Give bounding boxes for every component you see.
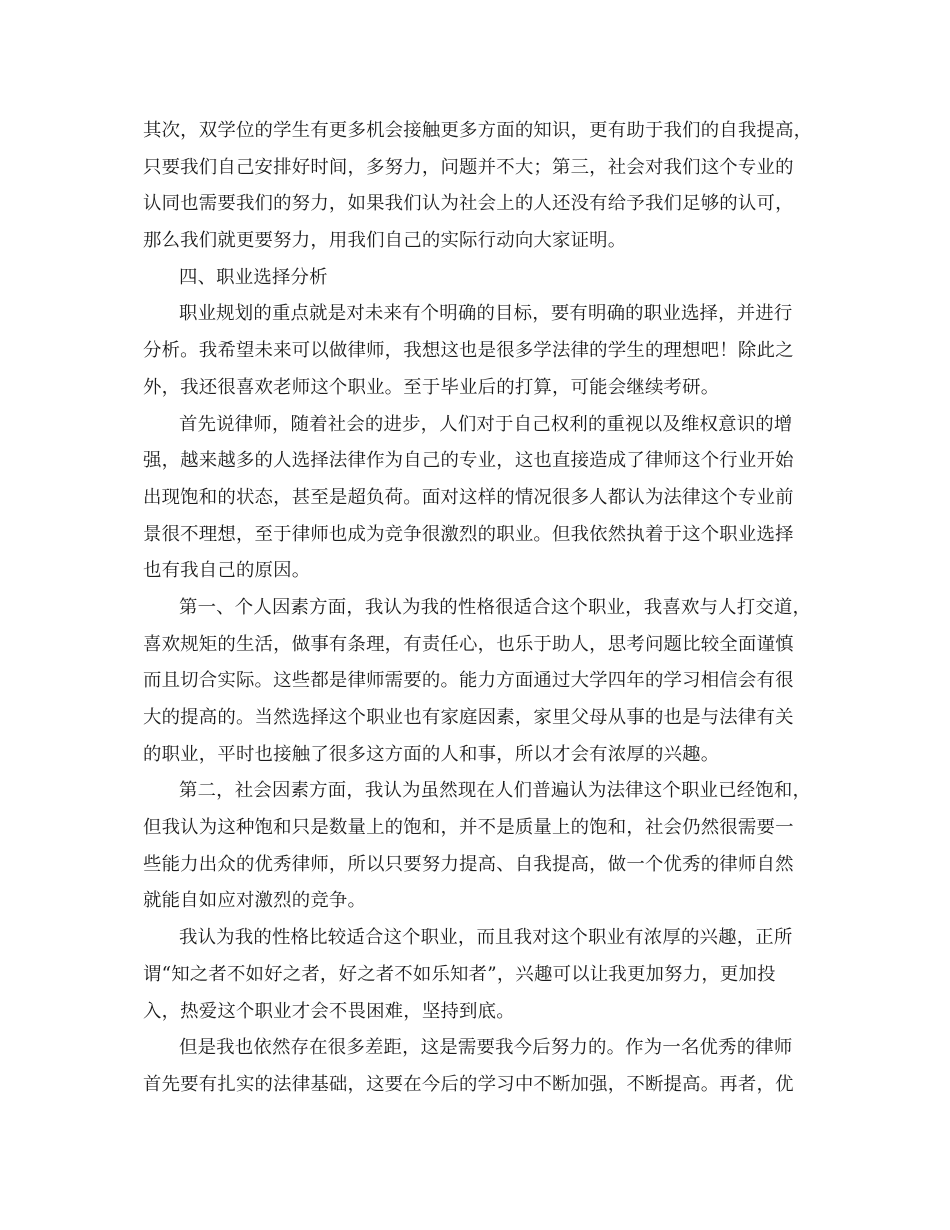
text-line: 谓“知之者不如好之者，好之者不如乐知者”，兴趣可以让我更加努力，更加投: [143, 963, 776, 985]
text-line: 的职业，平时也接触了很多这方面的人和事，所以才会有浓厚的兴趣。: [143, 743, 720, 765]
text-line: 我认为我的性格比较适合这个职业，而且我对这个职业有浓厚的兴趣，正所: [179, 927, 793, 949]
text-line: 第一、个人因素方面，我认为我的性格很适合这个职业，我喜欢与人打交道，: [179, 596, 812, 618]
text-line: 职业规划的重点就是对未来有个明确的目标，要有明确的职业选择，并进行: [179, 303, 793, 325]
text-line: 外，我还很喜欢老师这个职业。至于毕业后的打算，可能会继续考研。: [143, 376, 720, 398]
text-line: 也有我自己的原因。: [143, 560, 311, 582]
text-line: 首先要有扎实的法律基础，这要在今后的学习中不断加强，不断提高。再者，优: [143, 1073, 794, 1095]
text-line: 出现饱和的状态，甚至是超负荷。面对这样的情况很多人都认为法律这个专业前: [143, 486, 794, 508]
text-line: 但是我也依然存在很多差距，这是需要我今后努力的。作为一名优秀的律师: [179, 1037, 793, 1059]
section-heading: 四、职业选择分析: [179, 266, 328, 288]
text-line: 入，热爱这个职业才会不畏困难，坚持到底。: [143, 1000, 515, 1022]
text-line: 首先说律师，随着社会的进步，人们对于自己权利的重视以及维权意识的增: [179, 413, 793, 435]
text-line: 强，越来越多的人选择法律作为自己的专业，这也直接造成了律师这个行业开始: [143, 450, 794, 472]
text-line: 喜欢规矩的生活，做事有条理，有责任心，也乐于助人，思考问题比较全面谨慎: [143, 633, 794, 655]
text-line: 大的提高的。当然选择这个职业也有家庭因素，家里父母从事的也是与法律有关: [143, 707, 794, 728]
text-line: 其次，双学位的学生有更多机会接触更多方面的知识，更有助于我们的自我提高，: [143, 120, 813, 141]
text-line: 但我认为这种饱和只是数量上的饱和，并不是质量上的饱和，社会仍然很需要一: [143, 817, 794, 839]
text-line: 认同也需要我们的努力，如果我们认为社会上的人还没有给予我们足够的认可，: [143, 193, 794, 215]
text-line: 那么我们就更要努力，用我们自己的实际行动向大家证明。: [143, 230, 627, 252]
text-line: 第二，社会因素方面，我认为虽然现在人们普遍认为法律这个职业已经饱和，: [179, 780, 812, 802]
text-line: 景很不理想，至于律师也成为竞争很激烈的职业。但我依然执着于这个职业选择: [143, 523, 794, 545]
text-line: 分析。我希望未来可以做律师，我想这也是很多学法律的学生的理想吧！除此之: [143, 340, 794, 362]
document-body: [143, 113, 813, 1104]
text-line: 些能力出众的优秀律师，所以只要努力提高、自我提高，做一个优秀的律师自然: [143, 853, 794, 875]
text-line: 只要我们自己安排好时间，多努力，问题并不大；第三，社会对我们这个专业的: [143, 156, 794, 178]
text-line: 就能自如应对激烈的竞争。: [143, 890, 367, 912]
text-line: 而且切合实际。这些都是律师需要的。能力方面通过大学四年的学习相信会有很: [143, 670, 794, 692]
